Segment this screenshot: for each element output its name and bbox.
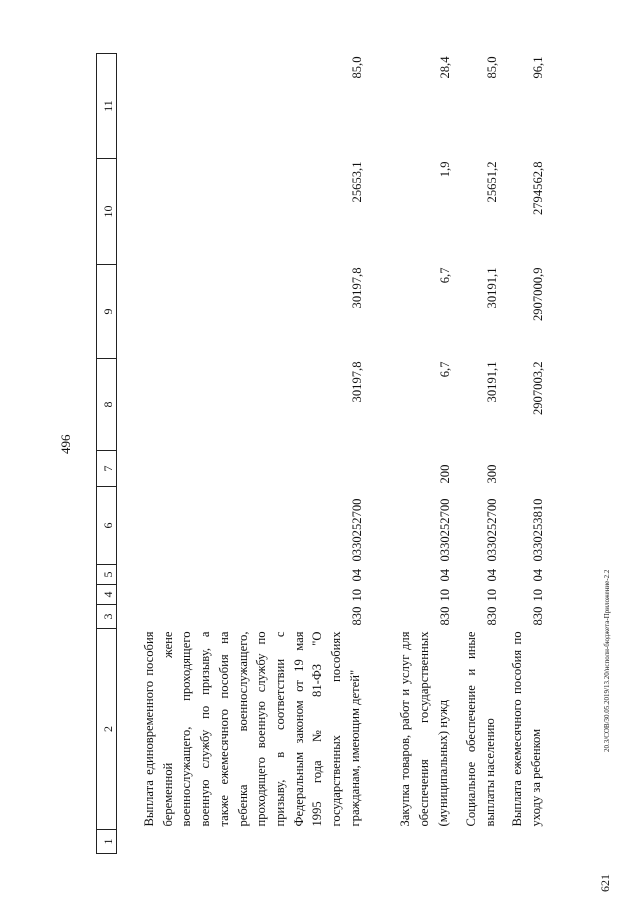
table-row <box>453 54 500 854</box>
cell-c11: 28,4 <box>437 56 452 79</box>
table-row <box>117 54 365 854</box>
row-description: Выплата единовременного пособия беременной жене военнослужащего, проходящего военную службу по призыву, а также ежемесячного пособия на ребенка военнослужащего, проходящего военную службу по призыву, в соответствии с Федеральным законом от 19 мая 1995 года № 81-ФЗ "О государственных пособиях гражданам, имеющим детей" <box>142 631 362 827</box>
header-cell: 3 <box>97 605 117 629</box>
cell-c7: 300 <box>484 464 499 484</box>
cell-c4: 10 <box>437 588 452 602</box>
cell-c9: 6,7 <box>437 267 452 284</box>
rotated-table-container <box>96 54 556 854</box>
cell-c10: 1,9 <box>437 161 452 178</box>
cell-c4: 10 <box>530 588 545 602</box>
table-row <box>365 54 453 854</box>
cell-c4: 10 <box>484 588 499 602</box>
file-reference-note: 20.3/СОВ/30.05.2019/13.20/нсполн-бюджета-Приложение-2.2 <box>603 569 611 752</box>
cell-c6: 0330252700 <box>349 498 364 562</box>
cell-c3: 830 <box>437 606 452 626</box>
page-number: 496 <box>58 434 73 454</box>
header-cell: 2 <box>97 629 117 830</box>
cell-c3: 830 <box>349 606 364 626</box>
cell-c9: 30191,1 <box>484 267 499 309</box>
cell-c5: 04 <box>484 568 499 582</box>
cell-c7 <box>117 451 365 487</box>
cell-c5: 04 <box>437 568 452 582</box>
row-description: Выплата ежемесячного пособия по уходу за ребенком <box>510 631 543 827</box>
cell-c9: 30197,8 <box>349 267 364 309</box>
cell-c11: 96,1 <box>530 56 545 79</box>
cell-c4: 10 <box>349 588 364 602</box>
header-cell: 6 <box>97 487 117 565</box>
cell-c11: 85,0 <box>484 56 499 79</box>
header-cell: 5 <box>97 565 117 585</box>
header-cell: 10 <box>97 159 117 265</box>
header-cell: 7 <box>97 451 117 487</box>
cell-c8: 30191,1 <box>484 361 499 403</box>
cell-c3: 830 <box>530 606 545 626</box>
header-cell: 11 <box>97 54 117 159</box>
cell-c6: 0330253810 <box>530 498 545 562</box>
corner-page-number: 621 <box>598 874 612 892</box>
cell-c8: 30197,8 <box>349 361 364 403</box>
header-cell: 9 <box>97 265 117 359</box>
cell-c3: 830 <box>484 606 499 626</box>
cell-c7: 200 <box>437 464 452 484</box>
table-row <box>500 54 546 854</box>
header-cell: 4 <box>97 585 117 605</box>
cell-c10: 25651,2 <box>484 161 499 203</box>
budget-table <box>96 53 546 854</box>
cell-c7 <box>500 451 546 487</box>
cell-c11: 85,0 <box>349 56 364 79</box>
row-description: Социальное обеспечение и иные выплаты населению <box>464 631 497 827</box>
cell-c8: 6,7 <box>437 361 452 378</box>
header-row <box>97 54 117 854</box>
cell-c5: 04 <box>349 568 364 582</box>
cell-c6: 0330252700 <box>484 498 499 562</box>
header-cell: 8 <box>97 359 117 451</box>
cell-c6: 0330252700 <box>437 498 452 562</box>
cell-c5: 04 <box>530 568 545 582</box>
cell-c10: 25653,1 <box>349 161 364 203</box>
cell-c10: 2794562,8 <box>530 161 545 216</box>
cell-c8: 2907003,2 <box>530 361 545 416</box>
cell-c9: 2907000,9 <box>530 267 545 322</box>
row-description: Закупка товаров, работ и услуг для обеспечения государственных (муниципальных) нужд <box>398 631 450 827</box>
header-cell: 1 <box>97 830 117 854</box>
